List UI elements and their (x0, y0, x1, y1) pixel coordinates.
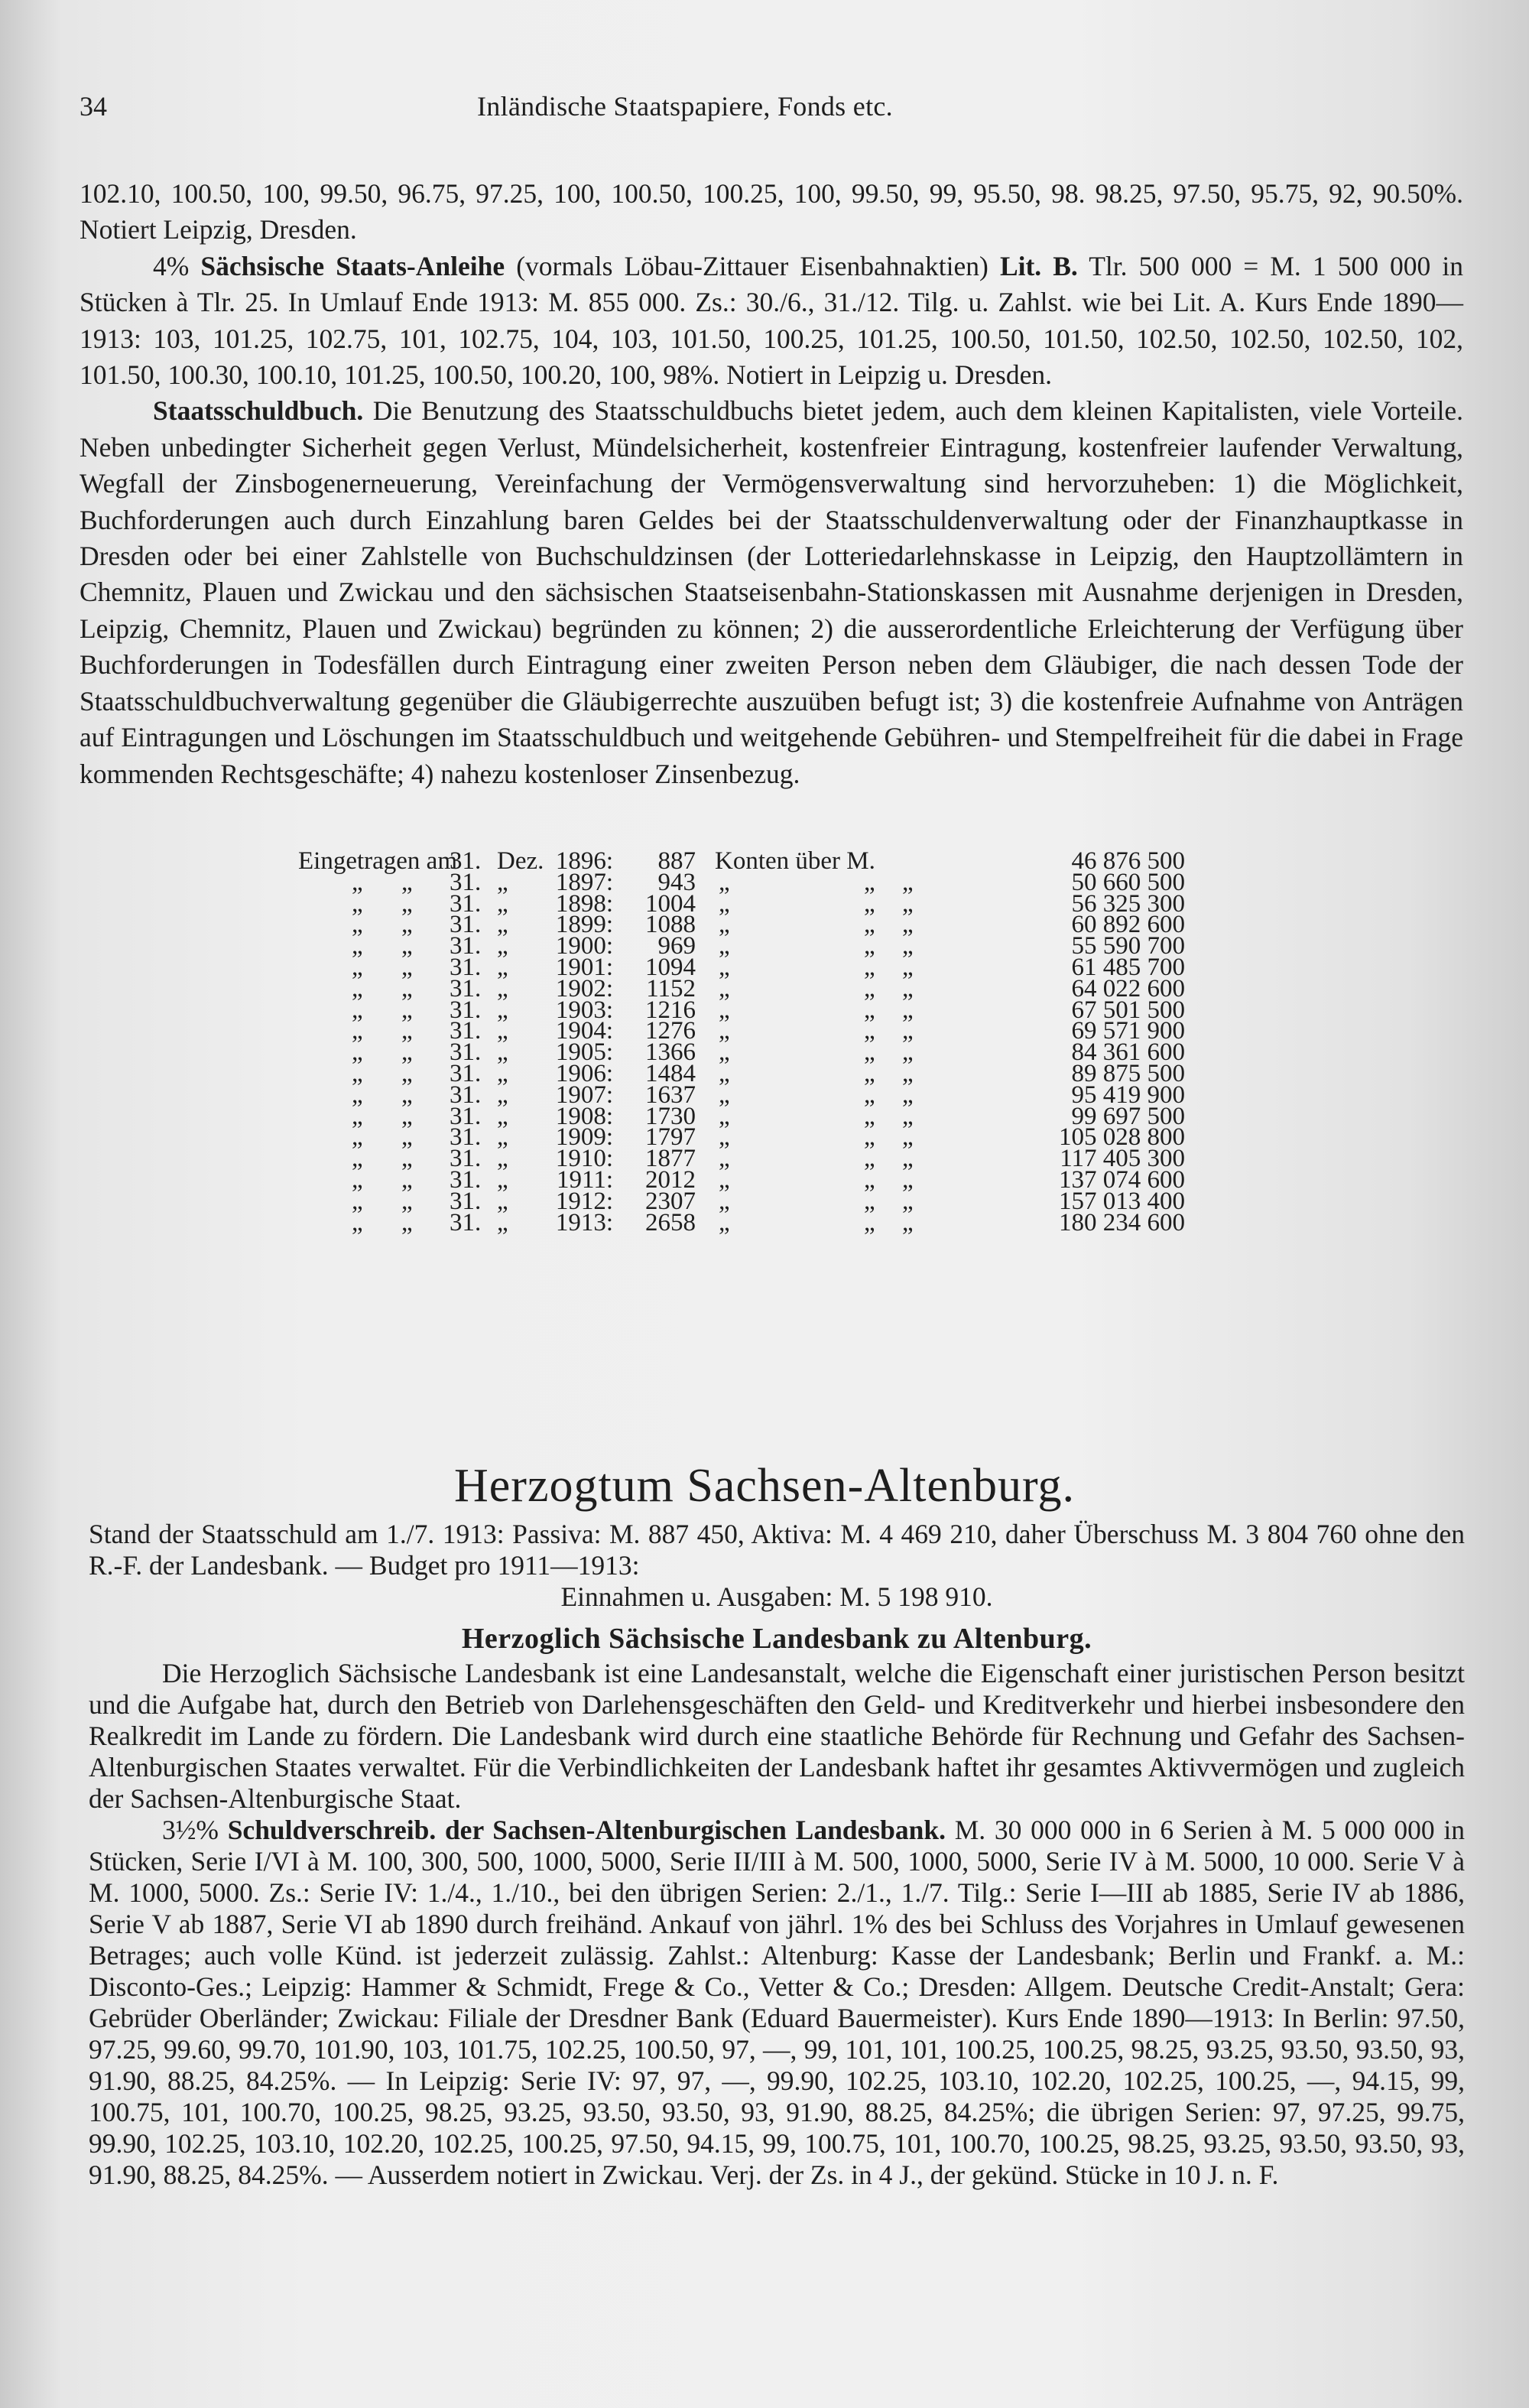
row-year: 1911: (557, 1165, 613, 1194)
ditto-mark: „ (902, 996, 914, 1024)
ditto-mark: „ (401, 974, 413, 1003)
section-title: Herzogtum Sachsen-Altenburg. (454, 1460, 1075, 1512)
ditto-mark: „ (902, 1187, 914, 1215)
anleihe-lit: Lit. B. (999, 250, 1078, 281)
ditto-mark: „ (497, 1102, 508, 1130)
ditto-mark: „ (401, 1165, 413, 1194)
ditto-mark: „ (902, 1145, 914, 1173)
row-count: 1152 (646, 974, 696, 1003)
row-amount: 105 028 800 (1059, 1123, 1185, 1152)
row-day: 31. (450, 847, 482, 875)
bond-entry (89, 1815, 1465, 2191)
row-month: Dez. (497, 847, 544, 875)
ditto-mark: „ (719, 1165, 730, 1194)
ditto-mark: „ (401, 1208, 413, 1236)
ditto-mark: „ (864, 1102, 875, 1130)
ditto-mark: „ (352, 996, 363, 1024)
bank-description: Die Herzoglich Sächsische Landesbank ist eine Landesanstalt, welche die Eigenschaft einer juristischen Person besitzt und die Aufgabe hat, durch den Betrieb von Darlehensgeschäften den Geld- und Kreditverkehr und hierbei insbesondere den Realkredit im Lande zu fördern. Die Landesbank wird durch eine staatliche Behörde für Rechnung und Gefahr des Sachsen-Altenburgischen Staates verwaltet. Für die Verbindlichkeiten der Landesbank haftet ihr gesamtes Aktivvermögen und zugleich der Sachsen-Altenburgische Staat. (89, 1658, 1465, 1814)
ditto-mark: „ (352, 1102, 363, 1130)
row-year: 1900: (555, 932, 613, 960)
bond-text: M. 30 000 000 in 6 Serien à M. 5 000 000 in Stücken, Serie I/VI à M. 100, 300, 500, 1000, 5000, Serie II/III à M. 500, 1000, 5000, Serie IV à M. 5000, 10 000. Serie V à M. 1000, 5000. Zs.: Serie IV: 1./4., 1./10., bei den übrigen Serien: 2./1., 1./7. Tilg.: Serie I—III ab 1885, Serie IV ab 1886, Serie V ab 1887, Serie VI ab 1890 durch freihänd. Ankauf von jährl. 1% des bei Schluss des Vorjahres in Umlauf gewesenen Betrages; auch volle Künd. ist jederzeit zulässig. Zahlst.: Altenburg: Kasse der Landesbank; Berlin und Frankf. a. M.: Disconto-Ges.; Leipzig: Hammer & Schmidt, Frege & Co., Vetter & Co.; Dresden: Allgem. Deutsche Credit-Anstalt; Gera: Gebrüder Oberländer; Zwickau: Filiale der Dresdner Bank (Eduard Bauermeister). Kurs Ende 1890—1913: In Berlin: 97.50, 97.25, 99.60, 99.70, 101.90, 103, 101.75, 102.25, 100.50, 97, —, 99, 101, 101, 100.25, 100.25, 98.25, 93.25, 93.50, 93.50, 93, 91.90, 88.25, 84.25%. — In Leipzig: Serie IV: 97, 97, —, 99.90, 102.25, 103.10, 102.20, 102.25, 100.25, —, 94.15, 99, 100.75, 101, 100.70, 100.25, 98.25, 93.25, 93.50, 93.50, 93, 91.90, 88.25, 84.25%; die übrigen Serien: 97, 97.25, 99.75, 99.90, 102.25, 103.10, 102.20, 102.25, 100.25, 97.50, 94.15, 99, 100.75, 101, 100.70, 100.25, 98.25, 93.25, 93.50, 93.50, 93, 91.90, 88.25, 84.25%. — Ausserdem notiert in Zwickau. Verj. der Zs. in 4 J., der gekünd. Stücke in 10 J. n. F. (89, 1815, 1466, 2190)
row-year: 1899: (555, 911, 613, 939)
anleihe-entry (80, 249, 1463, 394)
row-count: 887 (657, 847, 696, 875)
ditto-mark: „ (497, 1123, 508, 1152)
row-year: 1897: (555, 868, 613, 896)
row-year: 1896: (555, 847, 613, 875)
ditto-mark: „ (719, 1059, 730, 1087)
row-day: 31. (450, 1081, 482, 1109)
ditto-mark: „ (497, 1059, 508, 1087)
row-count: 1276 (645, 1017, 696, 1045)
ditto-mark: „ (497, 868, 508, 896)
row-day: 31. (450, 953, 482, 981)
ditto-mark: „ (864, 868, 875, 896)
ditto-mark: „ (497, 1165, 508, 1194)
ditto-mark: „ (902, 953, 914, 981)
ditto-mark: „ (352, 932, 363, 960)
ditto-mark: „ (401, 1123, 413, 1152)
ditto-mark: „ (719, 932, 730, 960)
ditto-mark: „ (864, 889, 875, 918)
ditto-mark: „ (719, 889, 730, 918)
row-year: 1898: (555, 889, 613, 918)
ditto-mark: „ (352, 1165, 363, 1194)
bank-title: Herzoglich Sächsische Landesbank zu Altenburg. (461, 1623, 1092, 1655)
bond-title: Schuldverschreib. der Sachsen-Altenburgischen Landesbank. (227, 1815, 946, 1845)
row-count: 2658 (645, 1208, 696, 1236)
ditto-mark: „ (719, 1145, 730, 1173)
row-count: 1877 (645, 1145, 696, 1173)
row-amount: 137 074 600 (1059, 1165, 1185, 1194)
row-count: 2012 (645, 1165, 696, 1194)
ditto-mark: „ (719, 1081, 730, 1109)
ditto-mark: „ (497, 974, 508, 1003)
ditto-mark: „ (864, 1123, 875, 1152)
row-label: Eingetragen am (298, 847, 457, 875)
row-amount: 89 875 500 (1071, 1059, 1185, 1087)
row-amount: 61 485 700 (1071, 953, 1185, 981)
ditto-mark: „ (352, 1059, 363, 1087)
ditto-mark: „ (864, 996, 875, 1024)
row-day: 31. (450, 932, 482, 960)
row-day: 31. (450, 996, 482, 1024)
row-amount: 56 325 300 (1071, 889, 1185, 918)
row-year: 1910: (555, 1145, 613, 1173)
continued-quotes: 102.10, 100.50, 100, 99.50, 96.75, 97.25, 100, 100.50, 100.25, 100, 99.50, 99, 95.50, 98. 98.25, 97.50, 95.75, 92, 90.50%. Notiert Leipzig, Dresden. (80, 178, 1463, 245)
row-day: 31. (450, 1102, 482, 1130)
ditto-mark: „ (864, 1017, 875, 1045)
ditto-mark: „ (401, 1145, 413, 1173)
row-year: 1902: (555, 974, 613, 1003)
ditto-mark: „ (902, 1038, 914, 1067)
row-day: 31. (450, 1038, 482, 1067)
ditto-mark: „ (352, 974, 363, 1003)
row-count: 1484 (645, 1059, 696, 1087)
ditto-mark: „ (864, 911, 875, 939)
ditto-mark: „ (401, 1187, 413, 1215)
stand-text: Stand der Staatsschuld am 1./7. 1913: Passiva: M. 887 450, Aktiva: M. 4 469 210, daher Überschuss M. 3 804 760 ohne den R.-F. der Landesbank. — Budget pro 1911—1913: (89, 1519, 1465, 1581)
ditto-mark: „ (719, 868, 730, 896)
ditto-mark: „ (902, 932, 914, 960)
row-amount: 46 876 500 (1071, 847, 1185, 875)
row-amount: 99 697 500 (1071, 1102, 1185, 1130)
ditto-mark: „ (352, 1081, 363, 1109)
row-count: 2307 (645, 1187, 696, 1215)
ditto-mark: „ (497, 889, 508, 918)
row-amount: 69 571 900 (1071, 1017, 1185, 1045)
row-count: 1730 (645, 1102, 696, 1130)
row-amount: 60 892 600 (1071, 911, 1185, 939)
ditto-mark: „ (401, 1038, 413, 1067)
ditto-mark: „ (401, 911, 413, 939)
ditto-mark: „ (902, 1165, 914, 1194)
row-count: 1004 (645, 889, 696, 918)
row-day: 31. (450, 1145, 482, 1173)
ditto-mark: „ (497, 1145, 508, 1173)
staatsschuldbuch-title: Staatsschuldbuch. (153, 395, 364, 427)
ditto-mark: „ (719, 911, 730, 939)
staatsschuldbuch-text: Die Benutzung des Staatsschuldbuchs bietet jedem, auch dem kleinen Kapitalisten, viele Vorteile. Neben unbedingter Sicherheit gegen Verlust, Mündelsicherheit, kostenfreier Eintragung, kostenfreier laufender Verwaltung, Wegfall der Zinsbogenerneuerung, Vereinfachung der Vermögensverwaltung sind hervorzuheben: 1) die Möglichkeit, Buchforderungen auch durch Einzahlung baren Geldes bei der Staatsschuldenverwaltung oder der Finanzhauptkasse in Dresden oder bei einer Zahlstelle von Buchschuldzinsen (der Lotteriedarlehnskasse in Leipzig, den Hauptzollämtern in Chemnitz, Plauen und Zwickau und den sächsischen Staatseisenbahn-Stationskassen mit Ausnahme derjenigen in Dresden, Leipzig, Chemnitz, Plauen und Zwickau) begründen zu können; 2) die ausserordentliche Erleichterung der Verfügung über Buchforderungen in Todesfällen durch Eintragung einer zweiten Person neben dem Gläubiger, die nach dessen Tode der Staatsschuldbuchverwaltung gegenüber die Gläubigerrechte auszuüben befugt ist; 3) die kostenfreie Aufnahme von Anträgen auf Eintragungen und Löschungen im Staatsschuldbuch und weitgehende Gebühren- und Stempelfreiheit für die dabei in Frage kommenden Rechtsgeschäfte; 4) nahezu kostenloser Zinsenbezug. (80, 395, 1463, 789)
row-amount: 157 013 400 (1059, 1187, 1185, 1215)
row-amount: 95 419 900 (1071, 1081, 1185, 1109)
row-year: 1901: (555, 953, 613, 981)
ditto-mark: „ (352, 1145, 363, 1173)
row-amount: 64 022 600 (1071, 974, 1185, 1003)
ditto-mark: „ (864, 953, 875, 981)
page-header (80, 90, 1456, 136)
ditto-mark: „ (864, 974, 875, 1003)
ditto-mark: „ (497, 911, 508, 939)
ditto-mark: „ (352, 1038, 363, 1067)
ditto-mark: „ (352, 889, 363, 918)
ditto-mark: „ (719, 1017, 730, 1045)
ditto-mark: „ (864, 1038, 875, 1067)
row-amount: 50 660 500 (1071, 868, 1185, 896)
row-day: 31. (450, 1208, 482, 1236)
row-amount: 180 234 600 (1059, 1208, 1185, 1236)
ditto-mark: „ (719, 1102, 730, 1130)
table-row (306, 1208, 1284, 1236)
ditto-mark: „ (902, 1102, 914, 1130)
row-year: 1912: (555, 1187, 613, 1215)
ditto-mark: „ (719, 953, 730, 981)
row-year: 1913: (555, 1208, 613, 1236)
top-section (80, 176, 1463, 792)
ditto-mark: „ (401, 889, 413, 918)
ditto-mark: „ (497, 1038, 508, 1067)
row-day: 31. (450, 911, 482, 939)
bond-rate: 3½% (162, 1815, 219, 1845)
ditto-mark: „ (902, 1017, 914, 1045)
ditto-mark: „ (902, 1059, 914, 1087)
row-count: 1216 (645, 996, 696, 1024)
ditto-mark: „ (719, 996, 730, 1024)
ditto-mark: „ (902, 868, 914, 896)
ditto-mark: „ (902, 1123, 914, 1152)
ditto-mark: „ (401, 932, 413, 960)
row-konten-label: Konten über M. (715, 847, 875, 875)
ditto-mark: „ (864, 932, 875, 960)
ditto-mark: „ (864, 1145, 875, 1173)
ditto-mark: „ (719, 1187, 730, 1215)
staatsschuldbuch-entry (80, 393, 1463, 791)
ditto-mark: „ (719, 1123, 730, 1152)
row-day: 31. (450, 974, 482, 1003)
ditto-mark: „ (864, 1208, 875, 1236)
ditto-mark: „ (864, 1187, 875, 1215)
row-year: 1904: (555, 1017, 613, 1045)
ditto-mark: „ (352, 1017, 363, 1045)
row-day: 31. (450, 1017, 482, 1045)
anleihe-rate: 4% (153, 250, 190, 281)
row-year: 1905: (555, 1038, 613, 1067)
ditto-mark: „ (902, 1208, 914, 1236)
ditto-mark: „ (401, 1017, 413, 1045)
row-day: 31. (450, 1187, 482, 1215)
ditto-mark: „ (497, 996, 508, 1024)
running-title: Inländische Staatspapiere, Fonds etc. (477, 91, 893, 122)
ditto-mark: „ (864, 1059, 875, 1087)
ditto-mark: „ (719, 1208, 730, 1236)
ditto-mark: „ (902, 889, 914, 918)
row-year: 1909: (555, 1123, 613, 1152)
eintragungen-table (298, 847, 1284, 1236)
row-amount: 67 501 500 (1071, 996, 1185, 1024)
ditto-mark: „ (401, 868, 413, 896)
row-year: 1908: (555, 1102, 613, 1130)
ditto-mark: „ (352, 953, 363, 981)
ditto-mark: „ (352, 1123, 363, 1152)
ditto-mark: „ (352, 1208, 363, 1236)
row-year: 1906: (555, 1059, 613, 1087)
row-day: 31. (450, 1059, 482, 1087)
row-count: 1797 (645, 1123, 696, 1152)
ditto-mark: „ (864, 1081, 875, 1109)
ditto-mark: „ (497, 1187, 508, 1215)
row-count: 1366 (645, 1038, 696, 1067)
ditto-mark: „ (352, 911, 363, 939)
row-year: 1903: (555, 996, 613, 1024)
ditto-mark: „ (401, 1059, 413, 1087)
row-amount: 84 361 600 (1071, 1038, 1185, 1067)
ditto-mark: „ (401, 996, 413, 1024)
row-count: 943 (657, 868, 696, 896)
row-count: 1637 (645, 1081, 696, 1109)
row-day: 31. (450, 1123, 482, 1152)
row-count: 969 (657, 932, 696, 960)
ditto-mark: „ (864, 1165, 875, 1194)
anleihe-text: Tlr. 500 000 = M. 1 500 000 in Stücken à Tlr. 25. In Umlauf Ende 1913: M. 855 000. Zs.: 30./6., 31./12. Tilg. u. Zahlst. wie bei Lit. A. Kurs Ende 1890—1913: 103, 101.25, 102.75, 101, 102.75, 104, 103, 101.50, 100.25, 101.25, 100.50, 101.50, 102.50, 102.50, 102.50, 102, 101.50, 100.30, 100.10, 101.25, 100.50, 100.20, 100, 98%. Notiert in Leipzig u. Dresden. (80, 250, 1463, 391)
ditto-mark: „ (719, 1038, 730, 1067)
budget-text: Einnahmen u. Ausgaben: M. 5 198 910. (560, 1581, 993, 1612)
row-day: 31. (450, 868, 482, 896)
ditto-mark: „ (352, 1187, 363, 1215)
anleihe-title: Sächsische Staats-Anleihe (200, 250, 505, 281)
ditto-mark: „ (902, 911, 914, 939)
ditto-mark: „ (497, 953, 508, 981)
ditto-mark: „ (497, 1017, 508, 1045)
row-day: 31. (450, 1165, 482, 1194)
ditto-mark: „ (902, 974, 914, 1003)
altenburg-section (89, 1514, 1465, 2191)
row-amount: 117 405 300 (1060, 1145, 1185, 1173)
ditto-mark: „ (401, 1102, 413, 1130)
ditto-mark: „ (401, 1081, 413, 1109)
ditto-mark: „ (497, 1081, 508, 1109)
ditto-mark: „ (401, 953, 413, 981)
row-count: 1094 (645, 953, 696, 981)
anleihe-title-note: (vormals Löbau-Zittauer Eisenbahnaktien) (516, 250, 988, 281)
row-day: 31. (450, 889, 482, 918)
ditto-mark: „ (352, 868, 363, 896)
ditto-mark: „ (719, 974, 730, 1003)
ditto-mark: „ (497, 932, 508, 960)
ditto-mark: „ (902, 1081, 914, 1109)
row-amount: 55 590 700 (1071, 932, 1185, 960)
row-year: 1907: (555, 1081, 613, 1109)
row-count: 1088 (645, 911, 696, 939)
page-number: 34 (80, 91, 107, 122)
ditto-mark: „ (497, 1208, 508, 1236)
